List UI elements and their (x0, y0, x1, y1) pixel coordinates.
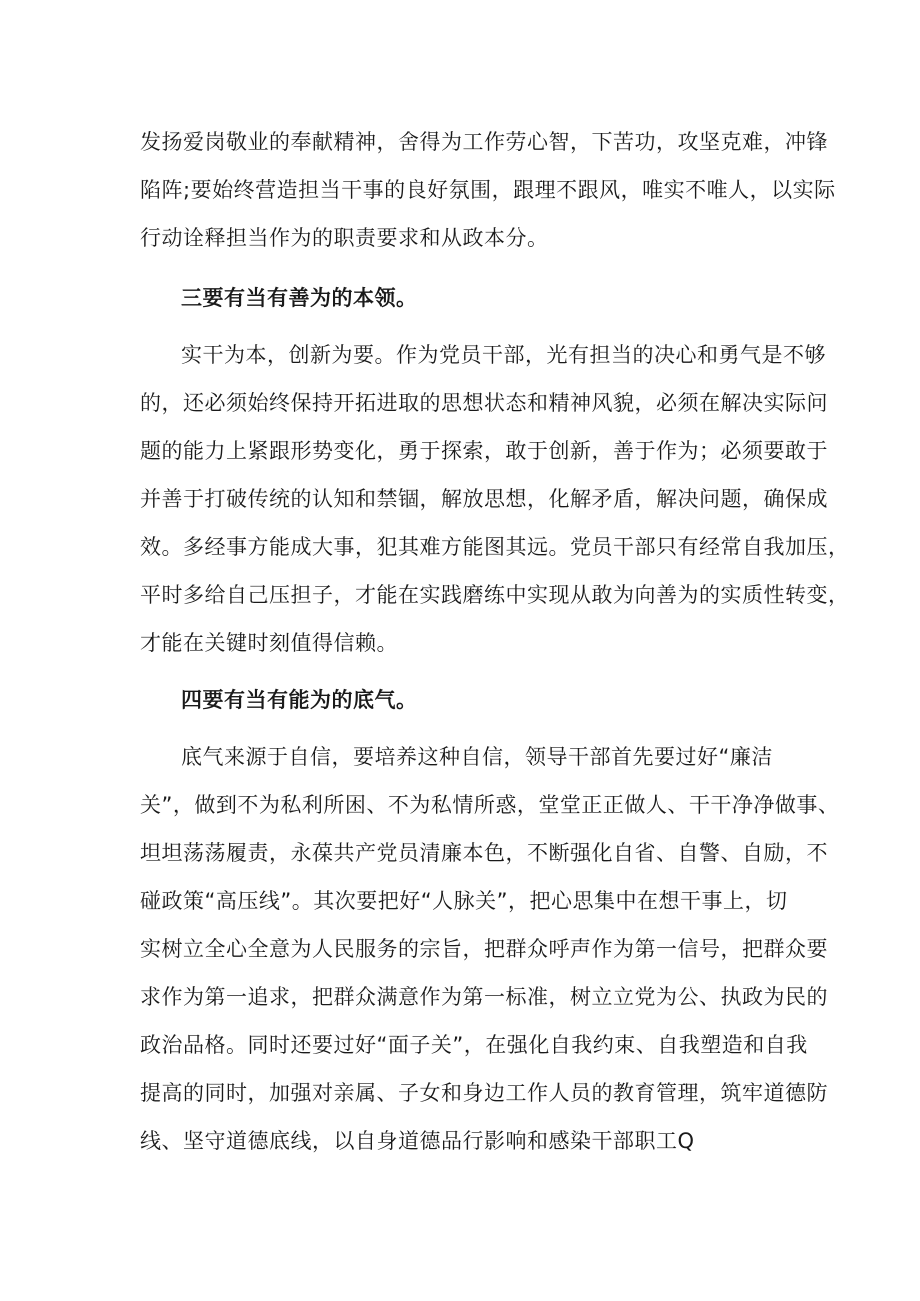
paragraph-line: 的，还必须始终保持开拓进取的思想状态和精神风貌，必须在解决实际问 (140, 391, 828, 415)
paragraph-line: 并善于打破传统的认知和禁锢，解放思想，化解矛盾，解决问题，确保成 (140, 487, 828, 511)
paragraph-line: 效。多经事方能成大事，犯其难方能图其远。党员干部只有经常自我加压， (140, 535, 850, 559)
paragraph-line: 关”，做到不为私利所困、不为私情所惑，堂堂正正做人、干干净净做事、 (140, 793, 840, 817)
section-heading-4: 四要有当有能为的底气。 (181, 688, 418, 712)
paragraph-line: 题的能力上紧跟形势变化，勇于探索，敢于创新，善于作为；必须要敢于 (140, 439, 828, 463)
paragraph-line: 碰政策“高压线”。其次要把好“人脉关”，把心思集中在想干事上，切 (140, 889, 788, 913)
paragraph-line: 行动诠释担当作为的职责要求和从政本分。 (140, 226, 549, 250)
paragraph-line: 平时多给自己压担子，才能在实践磨练中实现从敢为向善为的实质性转变， (140, 583, 850, 607)
section-heading-3: 三要有当有善为的本领。 (181, 286, 418, 310)
paragraph-line: 求作为第一追求，把群众满意作为第一标准，树立立党为公、执政为民的 (140, 985, 828, 1009)
paragraph-line: 提高的同时，加强对亲属、子女和身边工作人员的教育管理，筑牢道德防 (140, 1081, 828, 1105)
paragraph-line: 实树立全心全意为人民服务的宗旨，把群众呼声作为第一信号，把群众要 (140, 937, 828, 961)
paragraph-line: 坦坦荡荡履责，永葆共产党员清廉本色，不断强化自省、自警、自励，不 (140, 841, 828, 865)
paragraph-line: 才能在关键时刻值得信赖。 (140, 631, 398, 655)
paragraph-line: 底气来源于自信，要培养这种自信，领导干部首先要过好“廉洁 (181, 745, 773, 769)
paragraph-line: 线、坚守道德底线，以自身道德品行影响和感染干部职工Q (140, 1129, 695, 1153)
paragraph-line: 政治品格。同时还要过好“面子关”，在强化自我约束、自我塑造和自我 (140, 1033, 808, 1057)
paragraph-line: 实干为本，创新为要。作为党员干部，光有担当的决心和勇气是不够 (181, 343, 826, 367)
paragraph-line: 陷阵;要始终营造担当干事的良好氛围，跟理不跟风，唯实不唯人，以实际 (140, 178, 836, 202)
paragraph-line: 发扬爱岗敬业的奉献精神，舍得为工作劳心智，下苦功，攻坚克难，冲锋 (140, 130, 828, 154)
